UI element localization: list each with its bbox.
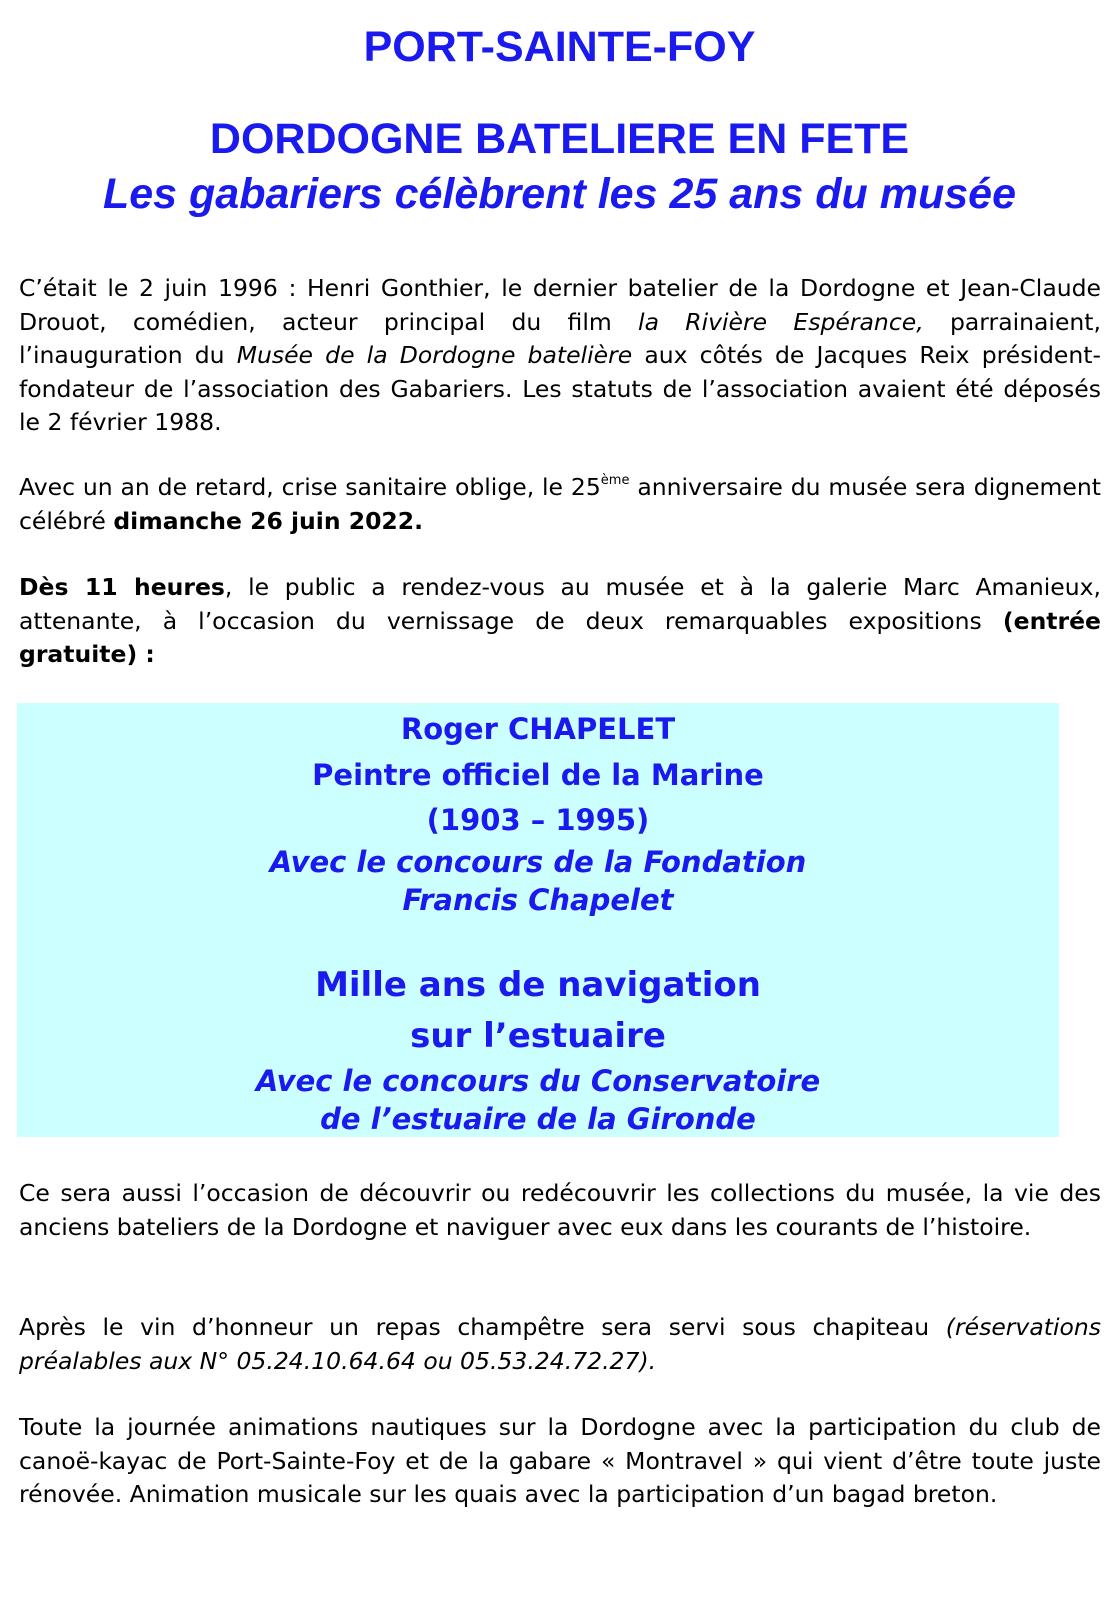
free-entry-note: (entrée gratuite) : — [19, 606, 1101, 668]
text-run: , le public a rendez-vous au musée et à la galerie Marc Amanieux, attenante, à l’occasion du vernissage de deux remarquables expositions — [19, 573, 1101, 635]
expo2-title-line2: sur l’estuaire — [410, 1016, 666, 1056]
paragraph-opening — [19, 571, 1101, 672]
reservation-numbers: (réservations préalables aux N° 05.24.10.64.64 ou 05.53.24.72.27). — [19, 1313, 1101, 1375]
town-heading: PORT-SAINTE-FOY — [363, 23, 756, 71]
expo2-title-line1: Mille ans de navigation — [315, 965, 761, 1005]
expo2-partner-line2: de l’estuaire de la Gironde — [320, 1102, 756, 1136]
museum-name: Musée de la Dordogne batelière — [236, 341, 633, 369]
expo1-years: (1903 – 1995) — [426, 803, 650, 837]
text-run: C’était le 2 juin 1996 : Henri Gonthier, le dernier batelier de la Dordogne et Jean-Claude Drouot, comédien, acteur principal du film — [19, 274, 1101, 336]
text-run: Après le vin d’honneur un repas champêtre sera servi sous chapiteau — [19, 1313, 946, 1341]
expo2-partner-line1: Avec le concours du Conservatoire — [255, 1064, 821, 1098]
paragraph-activities — [19, 1411, 1101, 1512]
superscript: ème — [600, 473, 630, 488]
expo1-name: Roger CHAPELET — [400, 712, 676, 746]
event-subtitle: Les gabariers célèbrent les 25 ans du musée — [103, 170, 1016, 218]
paragraph-history — [19, 272, 1101, 440]
text-run: Toute la journée animations nautiques sur la Dordogne avec la participation du club de canoë-kayac de Port-Sainte-Foy et de la gabare « Montravel » qui vient d’être toute juste rénovée. Animation musicale sur les quais avec la participation d’un bagad breton. — [19, 1413, 1101, 1508]
text-run: Ce sera aussi l’occasion de découvrir ou redécouvrir les collections du musée, la vie des anciens bateliers de la Dordogne et naviguer avec eux dans les courants de l’histoire. — [19, 1179, 1101, 1241]
expo1-role: Peintre officiel de la Marine — [312, 758, 764, 792]
expo1-partner-line2: Francis Chapelet — [402, 883, 674, 917]
event-title: DORDOGNE BATELIERE EN FETE — [209, 115, 910, 163]
event-time: Dès 11 heures — [19, 573, 225, 601]
text-run: parrainaient, l’inauguration du — [19, 307, 1101, 369]
expo1-partner-line1: Avec le concours de la Fondation — [269, 845, 807, 879]
paragraph-collections — [19, 1177, 1101, 1244]
text-run: Avec un an de retard, crise sanitaire oblige, le 25 — [19, 473, 601, 501]
event-date: dimanche 26 juin 2022. — [113, 506, 424, 535]
paragraph-meal — [19, 1311, 1101, 1378]
film-title: la Rivière Espérance, — [638, 307, 924, 336]
text-run: aux côtés de Jacques Reix président-fondateur de l’association des Gabariers. Les statuts de l’association avaient été déposés le 2 février 1988. — [19, 341, 1101, 436]
text-run: anniversaire du musée sera dignement célébré — [19, 473, 1101, 535]
paragraph-anniversary — [19, 471, 1101, 538]
exhibitions-box — [17, 703, 1059, 1137]
